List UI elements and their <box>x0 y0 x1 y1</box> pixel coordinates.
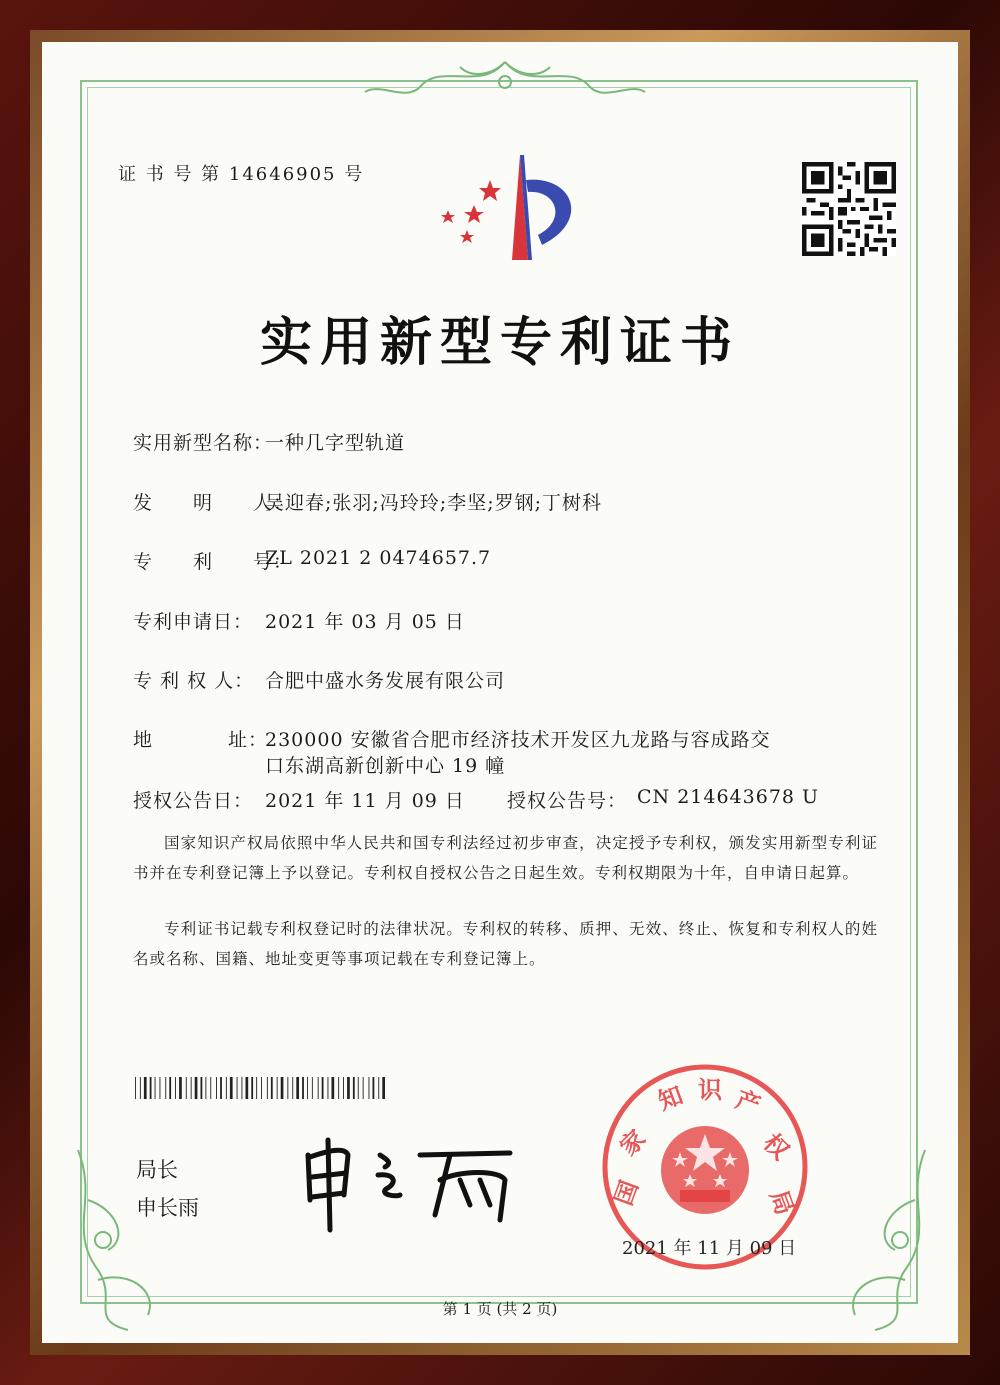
utility-name-label: 实用新型名称： <box>133 432 274 454</box>
filing-date-label: 专利申请日： <box>133 611 254 633</box>
patent-number-label: 专 利 号： <box>133 551 294 573</box>
patent-number-value: ZL 2021 2 0474657.7 <box>265 547 492 569</box>
address-line-1: 230000 安徽省合肥市经济技术开发区九龙路与容成路交 <box>265 729 771 751</box>
inventor-value: 吴迎春;张羽;冯玲玲;李坚;罗钢;丁树科 <box>265 492 603 514</box>
utility-name-value: 一种几字型轨道 <box>265 432 406 454</box>
statement-paragraph-2: 专利证书记载专利权登记时的法律状况。专利权的转移、质押、无效、终止、恢复和专利权人的姓名或名称、国籍、地址变更等事项记载在专利登记簿上。 <box>133 920 878 968</box>
filing-date-value: 2021 年 03 月 05 日 <box>265 611 465 633</box>
top-ornament-icon <box>360 52 650 108</box>
director-title: 局长 <box>136 1158 178 1182</box>
svg-text:产: 产 <box>731 1085 765 1120</box>
svg-text:识: 识 <box>698 1076 722 1104</box>
patentee-value: 合肥中盛水务发展有限公司 <box>265 670 506 692</box>
barcode-icon <box>135 1077 387 1099</box>
address-label-end: 址： <box>228 729 269 751</box>
grant-date-value: 2021 年 11 月 09 日 <box>265 790 465 812</box>
svg-text:国: 国 <box>609 1176 644 1210</box>
grant-date-label: 授权公告日： <box>133 790 254 812</box>
statement-paragraph-1: 国家知识产权局依照中华人民共和国专利法经过初步审查，决定授予专利权，颁发实用新型专利证书并在专利登记簿上予以登记。专利权自授权公告之日起生效。专利权期限为十年，自申请日起算。 <box>133 834 878 882</box>
svg-text:局: 局 <box>764 1186 799 1219</box>
svg-text:知: 知 <box>654 1081 687 1116</box>
patentee-label: 专 利 权 人： <box>133 670 255 692</box>
cnipa-logo-icon <box>432 150 582 265</box>
grant-number-value: CN 214643678 U <box>637 786 820 808</box>
certificate-title: 实用新型专利证书 <box>259 312 740 373</box>
address-label-start: 地 <box>133 729 154 751</box>
inventor-label: 发 明 人： <box>133 492 294 514</box>
page-number: 第 1 页 (共 2 页) <box>442 1300 558 1318</box>
certificate-number: 证 书 号 第 14646905 号 <box>118 164 365 185</box>
seal-date: 2021 年 11 月 09 日 <box>622 1238 797 1259</box>
svg-text:权: 权 <box>757 1128 795 1166</box>
address-line-2: 口东湖高新创新中心 19 幢 <box>265 755 506 777</box>
qr-code-icon <box>802 162 896 256</box>
grant-number-label: 授权公告号： <box>507 790 628 812</box>
director-signature <box>300 1125 520 1235</box>
svg-text:家: 家 <box>614 1124 652 1162</box>
director-name: 申长雨 <box>136 1196 199 1220</box>
